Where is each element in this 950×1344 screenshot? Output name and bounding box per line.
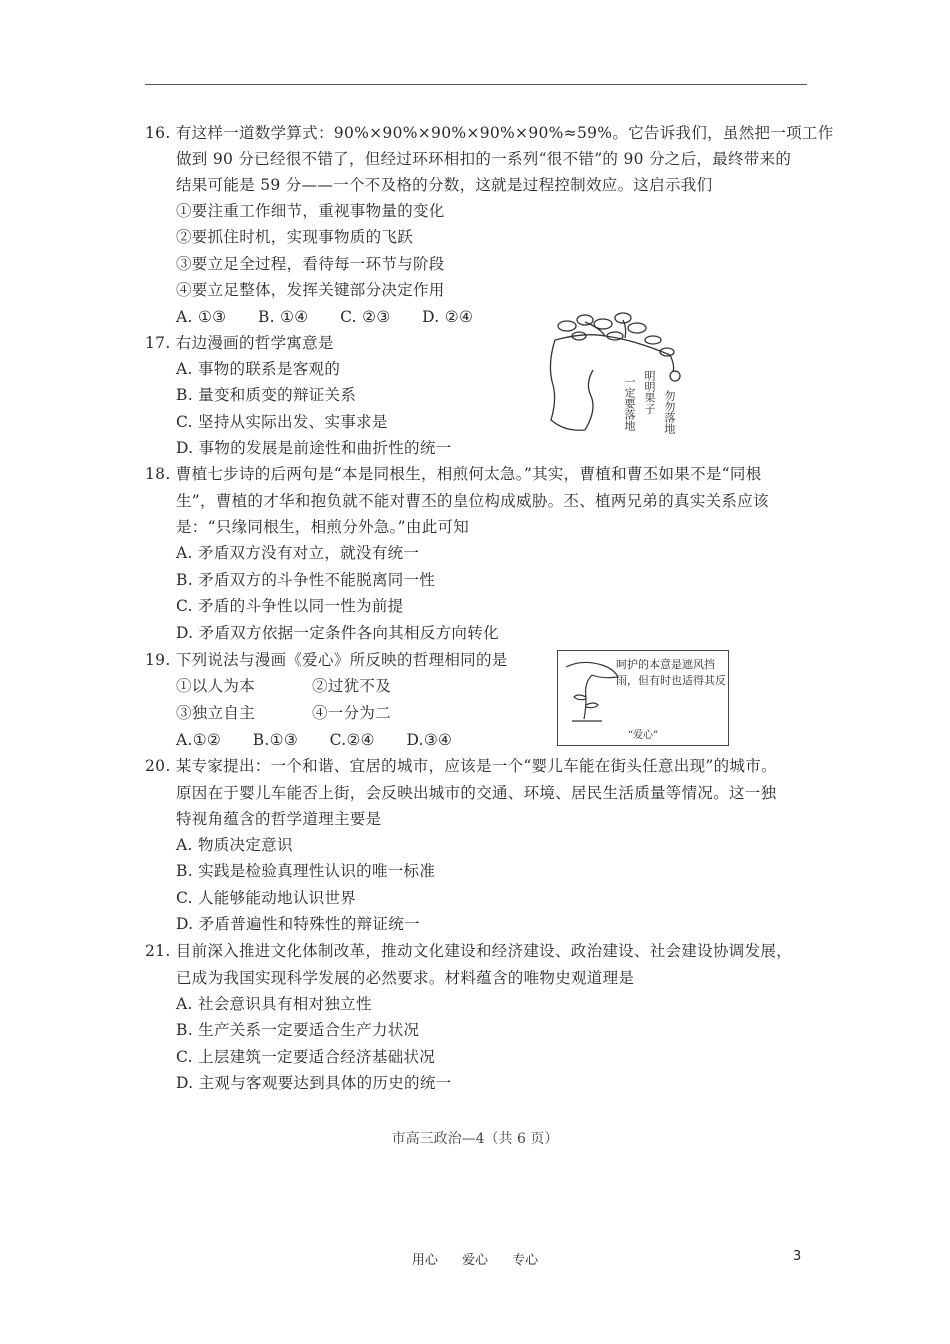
q20-option-a: A. 物质决定意识 [176, 836, 293, 854]
q17-cartoon-text-3: 勿勿落地 [663, 390, 676, 434]
q18-option-b: B. 矛盾双方的斗争性不能脱离同一性 [176, 571, 436, 589]
q20-option-b: B. 实践是检验真理性认识的唯一标准 [176, 862, 436, 880]
q17-cartoon-text-1: 一定要落地 [623, 376, 636, 431]
q16-statement-2: ②要抓住时机，实现事物质的飞跃 [176, 228, 414, 246]
q21-option-d: D. 主观与客观要达到具体的历史的统一 [176, 1074, 452, 1092]
q19-statement-4: ④一分为二 [312, 704, 392, 722]
q16-stem-line-3: 结果可能是 59 分——一个不及格的分数，这就是过程控制效应。这启示我们 [176, 176, 713, 194]
q19-cartoon-love [557, 650, 729, 746]
q18-stem-line-2: 生”，曹植的才华和抱负就不能对曹丕的皇位构成威胁。丕、植两兄弟的真实关系应该 [176, 492, 769, 510]
q20-stem-line-1: 20. 某专家提出：一个和谐、宜居的城市，应该是一个“婴儿车能在街头任意出现”的城市。 [145, 757, 777, 775]
q20-stem-line-3: 特视角蕴含的哲学道理主要是 [176, 810, 382, 828]
q20-option-d: D. 矛盾普遍性和特殊性的辩证统一 [176, 915, 420, 933]
q18-option-d: D. 矛盾双方依据一定条件各向其相反方向转化 [176, 624, 499, 642]
page-number: 3 [793, 1249, 802, 1264]
q18-option-a: A. 矛盾双方没有对立，就没有统一 [176, 544, 420, 562]
page-footer-slogan: 用心 爱心 专心 [411, 1253, 539, 1268]
q18-stem-line-1: 18. 曹植七步诗的后两句是“本是同根生，相煎何太急。”其实，曹植和曹丕如果不是“同根 [145, 465, 762, 483]
q16-stem-line-1: 16. 有这样一道数学算式：90%×90%×90%×90%×90%≈59%。它告诉我们，虽然把一项工作 [145, 124, 834, 142]
q17-option-c: C. 坚持从实际出发、实事求是 [176, 413, 388, 431]
q16-statement-1: ①要注重工作细节，重视事物量的变化 [176, 202, 445, 220]
q16-statement-4: ④要立足整体，发挥关键部分决定作用 [176, 281, 445, 299]
q16-statement-3: ③要立足全过程，看待每一环节与阶段 [176, 255, 445, 273]
q16-stem-line-2: 做到 90 分已经很不错了，但经过环环相扣的一系列“很不错”的 90 分之后，最终带来的 [176, 150, 792, 168]
q16-options: A. ①③ B. ①④ C. ②③ D. ②④ [176, 308, 474, 326]
q21-option-c: C. 上层建筑一定要适合经济基础状况 [176, 1048, 436, 1066]
q19-cartoon-text: 呵护的本意是遮风挡雨，但有时也适得其反 [616, 658, 726, 687]
q20-option-c: C. 人能够能动地认识世界 [176, 889, 357, 907]
q18-option-c: C. 矛盾的斗争性以同一性为前提 [176, 597, 404, 615]
q17-option-a: A. 事物的联系是客观的 [176, 360, 341, 378]
q19-statement-3: ③独立自主 [176, 704, 256, 722]
exam-page-footer: 市高三政治—4（共 6 页） [391, 1131, 559, 1147]
q19-stem: 19. 下列说法与漫画《爱心》所反映的哲理相同的是 [145, 651, 508, 669]
q17-cartoon-tree [545, 310, 705, 440]
header-rule [145, 84, 807, 85]
q20-stem-line-2: 原因在于婴儿车能否上街，会反映出城市的交通、环境、居民生活质量等情况。这一独 [176, 784, 777, 802]
q17-cartoon-text-2: 明明果子 [643, 370, 656, 414]
q21-stem-line-2: 已成为我国实现科学发展的必然要求。材料蕴含的唯物史观道理是 [176, 969, 635, 987]
q21-stem-line-1: 21. 目前深入推进文化体制改革，推动文化建设和经济建设、政治建设、社会建设协调发展， [145, 942, 792, 960]
q19-statement-2: ②过犹不及 [312, 677, 392, 695]
q21-option-b: B. 生产关系一定要适合生产力状况 [176, 1021, 420, 1039]
q17-option-d: D. 事物的发展是前途性和曲折性的统一 [176, 439, 452, 457]
q17-stem: 17. 右边漫画的哲学寓意是 [145, 334, 334, 352]
q19-options: A.①② B.①③ C.②④ D.③④ [176, 731, 453, 749]
q21-option-a: A. 社会意识具有相对独立性 [176, 995, 372, 1013]
q19-statement-1: ①以人为本 [176, 677, 256, 695]
q18-stem-line-3: 是：“只缘同根生，相煎分外急。”由此可知 [176, 518, 470, 536]
q17-option-b: B. 量变和质变的辩证关系 [176, 386, 357, 404]
hand-sprout-drawing [562, 657, 622, 727]
q19-cartoon-caption: “爱心” [627, 730, 659, 741]
